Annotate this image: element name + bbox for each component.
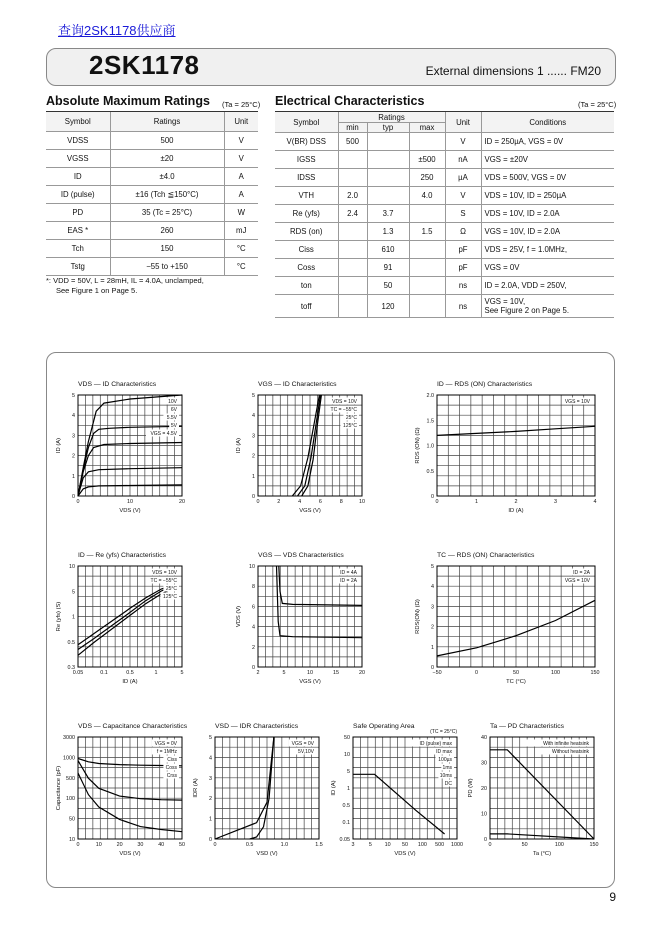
- table-cell: mJ: [224, 222, 258, 240]
- series-line-55C: [78, 590, 171, 656]
- y-tick-label: 3000: [63, 735, 75, 741]
- y-axis-label: IDR (A): [193, 778, 199, 798]
- note-line: See Figure 1 on Page 5.: [56, 285, 138, 295]
- y-tick-label: 1: [209, 816, 212, 823]
- y-tick-label: 8: [252, 584, 255, 591]
- x-tick-label: 4: [593, 499, 597, 505]
- y-axis-label: Re (yfs) (S): [56, 601, 62, 632]
- table-cell: pF: [445, 259, 481, 277]
- series-label: 10ms: [439, 773, 452, 779]
- table-cell: 2.4: [338, 205, 367, 223]
- y-tick-label: 4: [72, 413, 75, 420]
- table-cell: VDS = 500V, VGS = 0V: [481, 169, 614, 187]
- y-axis-label: PD (W): [468, 778, 474, 798]
- series-label: ID = 2A: [573, 570, 590, 576]
- series-label: 10V: [168, 399, 177, 405]
- x-tick-label: 50: [513, 670, 519, 676]
- table-cell: PD: [46, 204, 110, 222]
- table-cell: 35 (Tc = 25°C): [110, 204, 224, 222]
- series-label: 25°C: [165, 586, 177, 592]
- y-tick-label: 0: [431, 665, 434, 671]
- series-label: Coss: [165, 765, 177, 771]
- x-tick-label: 10: [95, 842, 102, 848]
- table-cell: ID = 250µA, VGS = 0V: [481, 133, 614, 151]
- y-tick-label: 20: [481, 786, 487, 792]
- y-axis-label: ID (A): [331, 780, 337, 796]
- y-tick-label: 1: [72, 614, 75, 621]
- x-tick-label: 0: [213, 842, 217, 848]
- x-tick-label: 0.05: [72, 670, 84, 676]
- x-tick-label: 20: [116, 842, 123, 848]
- x-tick-label: 4: [298, 499, 302, 505]
- x-tick-label: 10: [127, 499, 133, 505]
- series-line-DC: [353, 774, 445, 834]
- x-tick-label: 0: [76, 499, 80, 505]
- table-cell: 250: [409, 169, 445, 187]
- x-tick-label: 0.5: [245, 842, 254, 848]
- series-label: TC = −55°C: [330, 407, 357, 413]
- series-label: VDS = 10V: [152, 570, 177, 576]
- y-tick-label: 10: [344, 752, 350, 758]
- series-label: Without heatsink: [552, 749, 589, 755]
- chart-title: VDS — Capacitance Characteristics: [78, 723, 188, 730]
- chart-title: VGS — VDS Characteristics: [258, 552, 344, 559]
- x-tick-label: 3: [554, 499, 557, 505]
- y-tick-label: 0: [252, 665, 255, 671]
- x-tick-label: 0.1: [100, 670, 108, 676]
- table-cell: W: [224, 204, 258, 222]
- series-label: 25°C: [345, 415, 357, 421]
- table-cell: VDS = 10V, ID = 250µA: [481, 187, 614, 205]
- series-label: Ciss: [167, 757, 177, 763]
- x-tick-label: 500: [435, 842, 445, 848]
- table-cell: A: [224, 168, 258, 186]
- chart-title: ID — Re (yfs) Characteristics: [78, 552, 166, 559]
- cond-line: See Figure 2 on Page 5.: [484, 306, 570, 315]
- table-cell: V: [224, 150, 258, 168]
- table-cell: 1.5: [409, 223, 445, 241]
- table-cell: 91: [367, 259, 409, 277]
- col-header: Conditions: [481, 112, 614, 133]
- x-tick-label: 6: [318, 499, 322, 505]
- series-label: 5.5V: [166, 415, 177, 421]
- y-tick-label: 50: [344, 735, 350, 741]
- x-axis-label: VGS (V): [299, 679, 321, 685]
- table-cell: VGS = 0V: [481, 259, 614, 277]
- y-tick-label: 10: [69, 837, 75, 843]
- table-cell: V: [224, 132, 258, 150]
- x-axis-label: ID (A): [122, 679, 138, 685]
- x-tick-label: 1000: [451, 842, 463, 848]
- x-axis-label: VDS (V): [394, 851, 416, 857]
- table-cell: ±16 (Tch ≦150°C): [110, 186, 224, 204]
- x-tick-label: 150: [589, 842, 599, 848]
- x-tick-label: 8: [339, 499, 343, 505]
- y-tick-label: 1: [252, 473, 255, 480]
- table-cell: 260: [110, 222, 224, 240]
- x-axis-label: VDS (V): [119, 508, 141, 514]
- x-tick-label: 1: [475, 499, 478, 505]
- series-label: VGS = 4.5V: [150, 431, 177, 437]
- table-cell: 2.0: [338, 187, 367, 205]
- series-label: ID (pulse) max: [419, 741, 452, 747]
- x-axis-label: Ta (°C): [532, 851, 552, 857]
- col-header: Ratings: [338, 112, 445, 123]
- y-tick-label: 0: [209, 837, 212, 843]
- x-tick-label: 50: [521, 842, 528, 848]
- x-tick-label: 1.0: [280, 842, 289, 848]
- table-cell: Tstg: [46, 258, 110, 276]
- table-cell: 3.7: [367, 205, 409, 223]
- supplier-link[interactable]: 查询2SK1178供应商: [58, 23, 176, 38]
- col-header: Ratings: [110, 112, 224, 132]
- col-header: typ: [367, 123, 409, 133]
- table-cell: VTH: [275, 187, 338, 205]
- table-cell: 610: [367, 241, 409, 259]
- table-cell: ±500: [409, 151, 445, 169]
- table-cell: VDS = 10V, ID = 2.0A: [481, 205, 614, 223]
- y-tick-label: 40: [481, 735, 487, 741]
- y-tick-label: 5: [347, 769, 350, 775]
- table-cell: VGS = ±20V: [481, 151, 614, 169]
- table-cell: V: [445, 133, 481, 151]
- table-cell: ns: [445, 295, 481, 318]
- series-label: VGS = 0V: [154, 741, 177, 747]
- x-tick-label: 10: [307, 670, 313, 676]
- table-cell: A: [224, 186, 258, 204]
- y-tick-label: 10: [69, 564, 75, 570]
- y-tick-label: 10: [481, 811, 487, 818]
- table-cell: −55 to +150: [110, 258, 224, 276]
- table-cell: ID: [46, 168, 110, 186]
- x-tick-label: 0: [256, 499, 260, 505]
- table-cell: ton: [275, 277, 338, 295]
- y-axis-label: Capacitance (pF): [56, 765, 62, 811]
- y-tick-label: 3: [209, 775, 212, 782]
- y-tick-label: 1.0: [426, 443, 434, 450]
- series-label: 125°C: [343, 423, 357, 429]
- series-label: 100µs: [438, 757, 452, 763]
- series-label: 6V: [170, 407, 177, 413]
- x-axis-label: ID (A): [508, 508, 524, 514]
- chart-title: ID — RDS (ON) Characteristics: [437, 381, 533, 388]
- y-tick-label: 3: [72, 433, 75, 440]
- table-cell: ID = 2.0A, VDD = 250V,: [481, 277, 614, 295]
- x-tick-label: 50: [402, 842, 408, 848]
- series-label: 1ms: [442, 765, 452, 771]
- x-tick-label: 0: [435, 499, 439, 505]
- y-tick-label: 0.5: [67, 639, 75, 646]
- y-tick-label: 0: [252, 494, 255, 500]
- y-tick-label: 0: [431, 494, 434, 500]
- table-cell: ±20: [110, 150, 224, 168]
- table-cell: VDS = 25V, f = 1.0MHz,: [481, 241, 614, 259]
- y-tick-label: 2: [72, 453, 75, 460]
- table-cell: RDS (on): [275, 223, 338, 241]
- elec-condition: (Ta = 25°C): [578, 100, 617, 109]
- x-tick-label: 100: [417, 842, 427, 848]
- table-cell: nA: [445, 151, 481, 169]
- x-tick-label: 5: [282, 670, 286, 676]
- abs-max-condition: (Ta = 25°C): [222, 100, 261, 109]
- y-tick-label: 5: [209, 735, 212, 741]
- y-tick-label: 5: [72, 589, 75, 596]
- y-tick-label: 0.05: [339, 837, 350, 843]
- table-cell: VDSS: [46, 132, 110, 150]
- y-tick-label: 4: [209, 755, 212, 762]
- table-cell: Ciss: [275, 241, 338, 259]
- x-tick-label: 100: [554, 842, 564, 848]
- y-axis-label: ID (A): [236, 437, 242, 454]
- y-tick-label: 30: [481, 760, 487, 767]
- y-tick-label: 2: [209, 796, 212, 803]
- series-label: VGS = 0V: [291, 741, 314, 747]
- chart-title: VDS — ID Characteristics: [78, 381, 157, 388]
- table-cell: µA: [445, 169, 481, 187]
- chart-subtitle: (TC = 25°C): [430, 729, 457, 735]
- x-tick-label: 20: [359, 670, 365, 676]
- series-label: VGS = 10V: [564, 578, 590, 584]
- table-cell: pF: [445, 241, 481, 259]
- x-axis-label: TC (°C): [506, 679, 526, 685]
- x-tick-label: 3: [351, 842, 355, 848]
- col-header: min: [338, 123, 367, 133]
- x-tick-label: 0: [475, 670, 478, 676]
- col-header: max: [409, 123, 445, 133]
- abs-max-title: Absolute Maximum Ratings: [46, 94, 210, 108]
- y-tick-label: 50: [69, 816, 75, 823]
- series-label: 125°C: [163, 594, 177, 600]
- y-tick-label: 4: [252, 413, 255, 420]
- y-axis-label: VDS (V): [236, 605, 242, 628]
- y-tick-label: 0.5: [426, 468, 434, 475]
- table-cell: ±4.0: [110, 168, 224, 186]
- y-tick-label: 1.5: [426, 418, 434, 425]
- table-cell: 1.3: [367, 223, 409, 241]
- y-tick-label: 6: [252, 604, 255, 611]
- y-tick-label: 5: [252, 393, 255, 399]
- y-tick-label: 10: [249, 564, 255, 570]
- y-tick-label: 500: [66, 775, 75, 782]
- y-tick-label: 1000: [63, 755, 75, 762]
- table-cell: 50: [367, 277, 409, 295]
- x-tick-label: 2: [277, 499, 281, 505]
- x-tick-label: 15: [333, 670, 339, 676]
- table-cell: ns: [445, 277, 481, 295]
- y-tick-label: 5: [72, 393, 75, 399]
- x-tick-label: 50: [179, 842, 185, 848]
- x-axis-label: VDS (V): [119, 851, 141, 857]
- table-cell: VGS = 10V, ID = 2.0A: [481, 223, 614, 241]
- x-tick-label: 20: [179, 499, 185, 505]
- table-cell: Coss: [275, 259, 338, 277]
- col-header: Unit: [224, 112, 258, 132]
- table-cell: IGSS: [275, 151, 338, 169]
- y-axis-label: RDS (ON) (Ω): [415, 427, 421, 464]
- y-tick-label: 3: [431, 604, 434, 611]
- package-code: FM20: [570, 64, 601, 78]
- chart-title: TC — RDS (ON) Characteristics: [437, 552, 535, 559]
- x-tick-label: 5: [180, 670, 184, 676]
- x-tick-label: 0.5: [126, 670, 134, 676]
- x-tick-label: −50: [432, 670, 442, 676]
- table-cell: 4.0: [409, 187, 445, 205]
- table-cell: 120: [367, 295, 409, 318]
- x-tick-label: 0: [488, 842, 492, 848]
- series-line-125C: [78, 586, 171, 645]
- y-tick-label: 0.3: [67, 665, 75, 671]
- series-label: Crss: [166, 773, 177, 779]
- x-tick-label: 1.5: [315, 842, 323, 848]
- part-number: 2SK1178: [89, 50, 200, 80]
- y-tick-label: 1: [347, 786, 350, 792]
- series-label: ID = 2A: [340, 578, 357, 584]
- y-tick-label: 4: [252, 624, 255, 631]
- series-label: ID = 4A: [340, 570, 357, 576]
- series-label: With infinite heatsink: [543, 741, 589, 747]
- x-tick-label: 0: [76, 842, 80, 848]
- series-label: DC: [444, 781, 452, 787]
- table-cell: °C: [224, 258, 258, 276]
- col-header: Symbol: [46, 112, 110, 132]
- table-cell: ID (pulse): [46, 186, 110, 204]
- note-line: *: VDD = 50V, L = 28mH, IL = 4.0A, unclamped,: [46, 276, 204, 285]
- y-tick-label: 2.0: [426, 393, 434, 399]
- table-cell: 500: [110, 132, 224, 150]
- table-cell: °C: [224, 240, 258, 258]
- table-cell: Tch: [46, 240, 110, 258]
- y-axis-label: RDS(ON) (Ω): [415, 599, 421, 634]
- y-tick-label: 2: [431, 624, 434, 631]
- table-cell: Ω: [445, 223, 481, 241]
- y-tick-label: 2: [252, 644, 255, 651]
- x-tick-label: 40: [158, 842, 165, 848]
- y-tick-label: 0.5: [342, 803, 350, 809]
- table-cell: Re (yfs): [275, 205, 338, 223]
- y-tick-label: 1: [431, 644, 434, 651]
- series-label: VGS = 10V: [564, 399, 590, 405]
- x-tick-label: 30: [137, 842, 144, 848]
- col-header: Symbol: [275, 112, 338, 133]
- table-cell: V(BR) DSS: [275, 133, 338, 151]
- y-tick-label: 0: [72, 494, 75, 500]
- cond-line: VGS = 10V,: [484, 297, 526, 306]
- y-tick-label: 0: [484, 837, 487, 843]
- series-label: f = 1MHz: [156, 749, 177, 755]
- table-cell: EAS *: [46, 222, 110, 240]
- x-tick-label: 2: [256, 670, 260, 676]
- table-cell: IDSS: [275, 169, 338, 187]
- x-axis-label: VGS (V): [299, 508, 321, 514]
- x-tick-label: 5: [368, 842, 372, 848]
- chart-title: Safe Operating Area: [353, 723, 415, 730]
- series-label: TC = −55°C: [150, 578, 177, 584]
- x-tick-label: 2: [514, 499, 518, 505]
- chart-title: VSD — IDR Characteristics: [215, 723, 299, 730]
- col-header: Unit: [445, 112, 481, 133]
- table-cell: V: [445, 187, 481, 205]
- ext-dims-label: External dimensions 1 ......: [425, 64, 571, 78]
- y-tick-label: 5: [431, 564, 434, 570]
- x-axis-label: VSD (V): [256, 851, 278, 857]
- table-cell: toff: [275, 295, 338, 318]
- x-tick-label: 10: [359, 499, 365, 505]
- y-tick-label: 2: [252, 453, 255, 460]
- y-tick-label: 1: [72, 473, 75, 480]
- table-cell: 150: [110, 240, 224, 258]
- table-cell: 500: [338, 133, 367, 151]
- series-label: 5V,10V: [298, 749, 314, 755]
- series-label: VDS = 10V: [332, 399, 357, 405]
- chart-title: VGS — ID Characteristics: [258, 381, 337, 388]
- elec-title: Electrical Characteristics: [275, 94, 425, 108]
- y-tick-label: 100: [66, 796, 75, 803]
- chart-title: Ta — PD Characteristics: [490, 723, 565, 730]
- y-tick-label: 0.1: [342, 820, 350, 826]
- table-cell: S: [445, 205, 481, 223]
- table-cell: VGSS: [46, 150, 110, 168]
- series-label: 5V: [170, 423, 177, 429]
- y-tick-label: 3: [252, 433, 255, 440]
- x-tick-label: 1: [154, 670, 158, 676]
- x-tick-label: 150: [590, 670, 600, 676]
- y-tick-label: 4: [431, 584, 434, 591]
- series-label: ID max: [436, 749, 452, 755]
- x-tick-label: 100: [551, 670, 560, 676]
- y-axis-label: ID (A): [56, 437, 62, 454]
- x-tick-label: 10: [384, 842, 391, 848]
- page-number: 9: [609, 890, 616, 904]
